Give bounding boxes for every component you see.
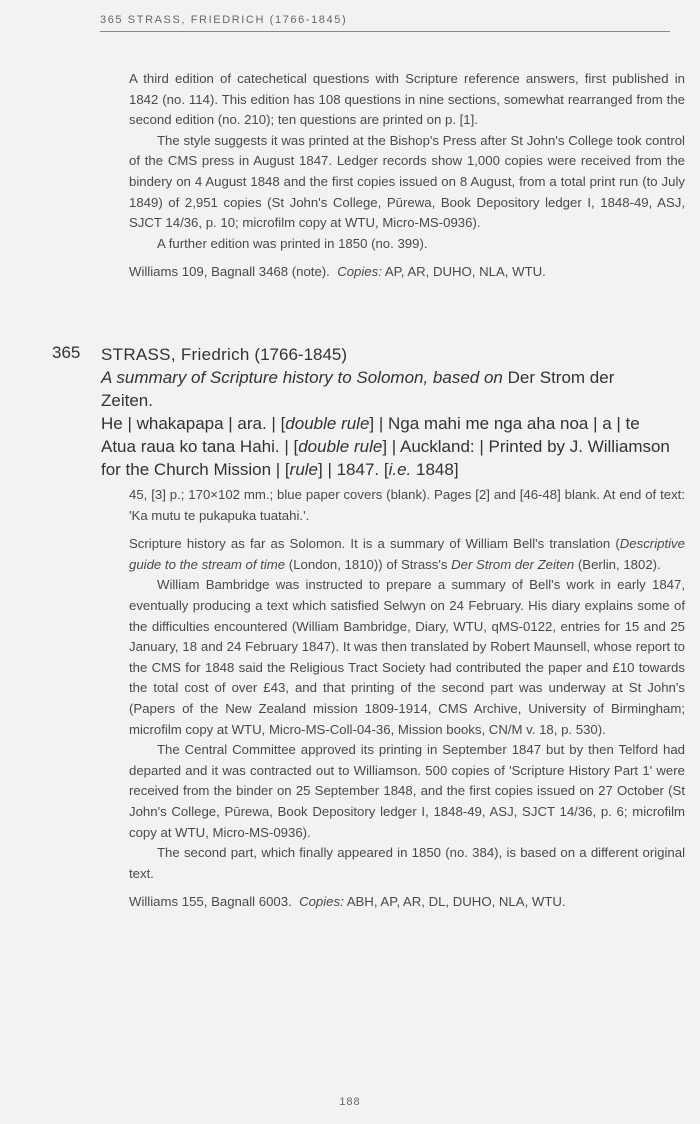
collation: 45, [3] p.; 170×102 mm.; blue paper covers (blank). Pages [2] and [46-48] blank. At end of text: 'Ka mutu te pukapuka tuatahi.'.	[129, 487, 685, 523]
note-text: (London, 1810)) of Strass's	[285, 556, 452, 572]
entry-number: 365	[52, 343, 81, 362]
previous-entry-paragraph: A third edition of catechetical questions with Scripture reference answers, first published in 1842 (no. 114). This edition has 108 questions in nine sections, somewhat rearranged from the second edition (no. 210); ten questions are printed on p. [1].	[129, 71, 685, 128]
note-text: (Berlin, 1802).	[574, 556, 661, 572]
bibliographic-references: Williams 155, Bagnall 6003.	[129, 894, 292, 910]
note-text: Scripture history as far as Solomon. It is a summary of William Bell's translation (	[129, 536, 620, 552]
title-italic: A summary of Scripture history to Solomon, based on	[101, 368, 503, 387]
running-head: 365 STRASS, FRIEDRICH (1766-1845)	[100, 14, 670, 32]
transcription-rule: double rule	[298, 437, 383, 456]
work-title: Descriptive guide to the stream of time	[129, 536, 685, 572]
work-title: Der Strom der Zeiten	[451, 556, 575, 572]
author-dates: (1766-1845)	[254, 345, 348, 364]
transcription-text: ] | Nga mahi me nga aha noa | a | te Atua raua ko tana Hahi. | [	[101, 414, 640, 456]
uniform-title	[101, 366, 671, 412]
entry-note: The Central Committee approved its printing in September 1847 but by then Telford had departed and it was contracted out to Williamson. 500 copies of 'Scripture History Part 1' were received from the binder on 25 September 1848, and the first copies issued on 27 October (St John's College, Pūrewa, Book Depository ledger I, 1848-49, ASJ, SJCT 14/36, p. 6; microfilm copy at WTU, Micro-MS-0936).	[129, 742, 685, 840]
transcription-ie: i.e.	[388, 460, 412, 479]
transcription-text: 1848]	[411, 460, 459, 479]
transcription-text: ] | 1847. [	[318, 460, 389, 479]
transcription-rule: double rule	[285, 414, 370, 433]
title-page-transcription	[101, 412, 671, 481]
copies-label: Copies:	[337, 264, 382, 280]
previous-entry-paragraph: A further edition was printed in 1850 (no. 399).	[157, 235, 428, 251]
entry-note: The second part, which finally appeared in 1850 (no. 384), is based on a different original text.	[129, 845, 685, 881]
entry-heading	[101, 343, 671, 481]
transcription-rule: rule	[289, 460, 319, 479]
page-number: 188	[339, 1096, 361, 1108]
entry-note	[129, 534, 685, 575]
copies-list: AP, AR, DUHO, NLA, WTU.	[384, 264, 546, 280]
transcription-text: ] | Auckland: | Printed by J. Williamson for the Church Mission | [	[101, 437, 670, 479]
previous-entry-notes	[129, 69, 685, 283]
entry-references	[129, 892, 685, 913]
bibliographic-references: Williams 109, Bagnall 3468 (note).	[129, 264, 330, 280]
entry-note: William Bambridge was instructed to prepare a summary of Bell's work in early 1847, eventually producing a text which satisfied Selwyn on 24 February. His diary explains some of the difficulties encountered (William Bambridge, Diary, WTU, qMS-0122, entries for 15 and 25 January, 18 and 24 February 1847). It was then translated by Robert Maunsell, whose report to the CMS for 1848 said the Religious Tract Society had contributed the paper and £10 towards the total cost of over £43, and that printing of the second part was underway at St John's (Papers of the New Zealand mission 1809-1914, CMS Archive, University of Birmingham; microfilm copy at WTU, Micro-MS-Coll-04-36, Mission books, CN/M v. 18, p. 530).	[129, 577, 685, 737]
previous-entry-references	[129, 262, 685, 283]
copies-list: ABH, AP, AR, DL, DUHO, NLA, WTU.	[346, 894, 566, 910]
author-name: STRASS, Friedrich	[101, 345, 250, 364]
copies-label: Copies:	[299, 894, 344, 910]
previous-entry-paragraph: The style suggests it was printed at the Bishop's Press after St John's College took control of the CMS press in August 1847. Ledger records show 1,000 copies were received from the bindery on 4 August 1848 and the first copies issued on 8 August, from a total print run (to July 1849) of 2,951 copies (St John's College, Pūrewa, Book Depository ledger I, 1848-49, ASJ, SJCT 14/36, p. 10; microfilm copy at WTU, Micro-MS-0936).	[129, 132, 685, 231]
title-original: Der Strom der Zeiten.	[101, 368, 615, 410]
transcription-text: He | whakapapa | ara. | [	[101, 414, 286, 433]
entry-body	[129, 485, 685, 913]
author-line	[101, 343, 671, 366]
